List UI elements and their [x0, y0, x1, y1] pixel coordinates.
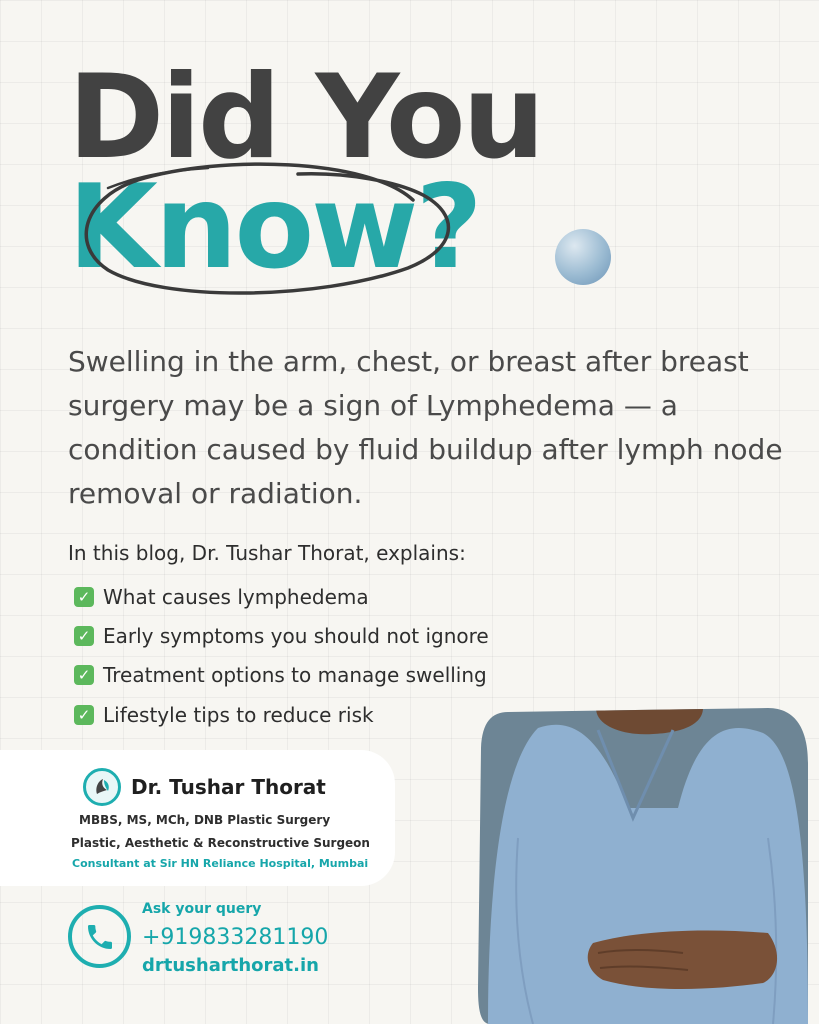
decorative-orb	[555, 229, 611, 285]
checklist-item-text: Lifestyle tips to reduce risk	[103, 703, 374, 727]
doctor-degrees: MBBS, MS, MCh, DNB Plastic Surgery	[79, 813, 331, 827]
ask-query-label: Ask your query	[142, 901, 262, 917]
check-mark-icon: ✓	[74, 705, 94, 725]
checklist-item	[74, 703, 374, 727]
checklist-item-text: What causes lymphedema	[103, 585, 369, 609]
checklist-item-text: Treatment options to manage swelling	[103, 663, 487, 687]
checklist-item	[74, 585, 369, 609]
checklist-item	[74, 624, 489, 648]
phone-icon	[68, 905, 131, 968]
check-mark-icon: ✓	[74, 626, 94, 646]
checklist-item	[74, 663, 487, 687]
doctor-name: Dr. Tushar Thorat	[131, 775, 326, 799]
check-mark-icon: ✓	[74, 665, 94, 685]
intro-paragraph: Swelling in the arm, chest, or breast after breast surgery may be a sign of Lymphedema — a condition caused by fluid buildup after lymph node removal or radiation.	[68, 345, 783, 510]
doctor-logo-icon	[83, 768, 121, 806]
circle-scribble-decoration	[68, 150, 468, 310]
phone-number-link[interactable]: +919833281190	[142, 925, 329, 950]
doctor-specialty: Plastic, Aesthetic & Reconstructive Surgeon	[71, 836, 370, 850]
website-link[interactable]: drtusharthorat.in	[142, 955, 319, 976]
patient-photo	[478, 708, 808, 1024]
blog-intro-text: In this blog, Dr. Tushar Thorat, explains:	[68, 541, 466, 565]
headline-line-1: Did You	[68, 50, 543, 185]
check-mark-icon: ✓	[74, 587, 94, 607]
doctor-consultant: Consultant at Sir HN Reliance Hospital, Mumbai	[72, 857, 369, 870]
checklist-item-text: Early symptoms you should not ignore	[103, 624, 489, 648]
headline-line-2: Know?	[68, 160, 480, 295]
